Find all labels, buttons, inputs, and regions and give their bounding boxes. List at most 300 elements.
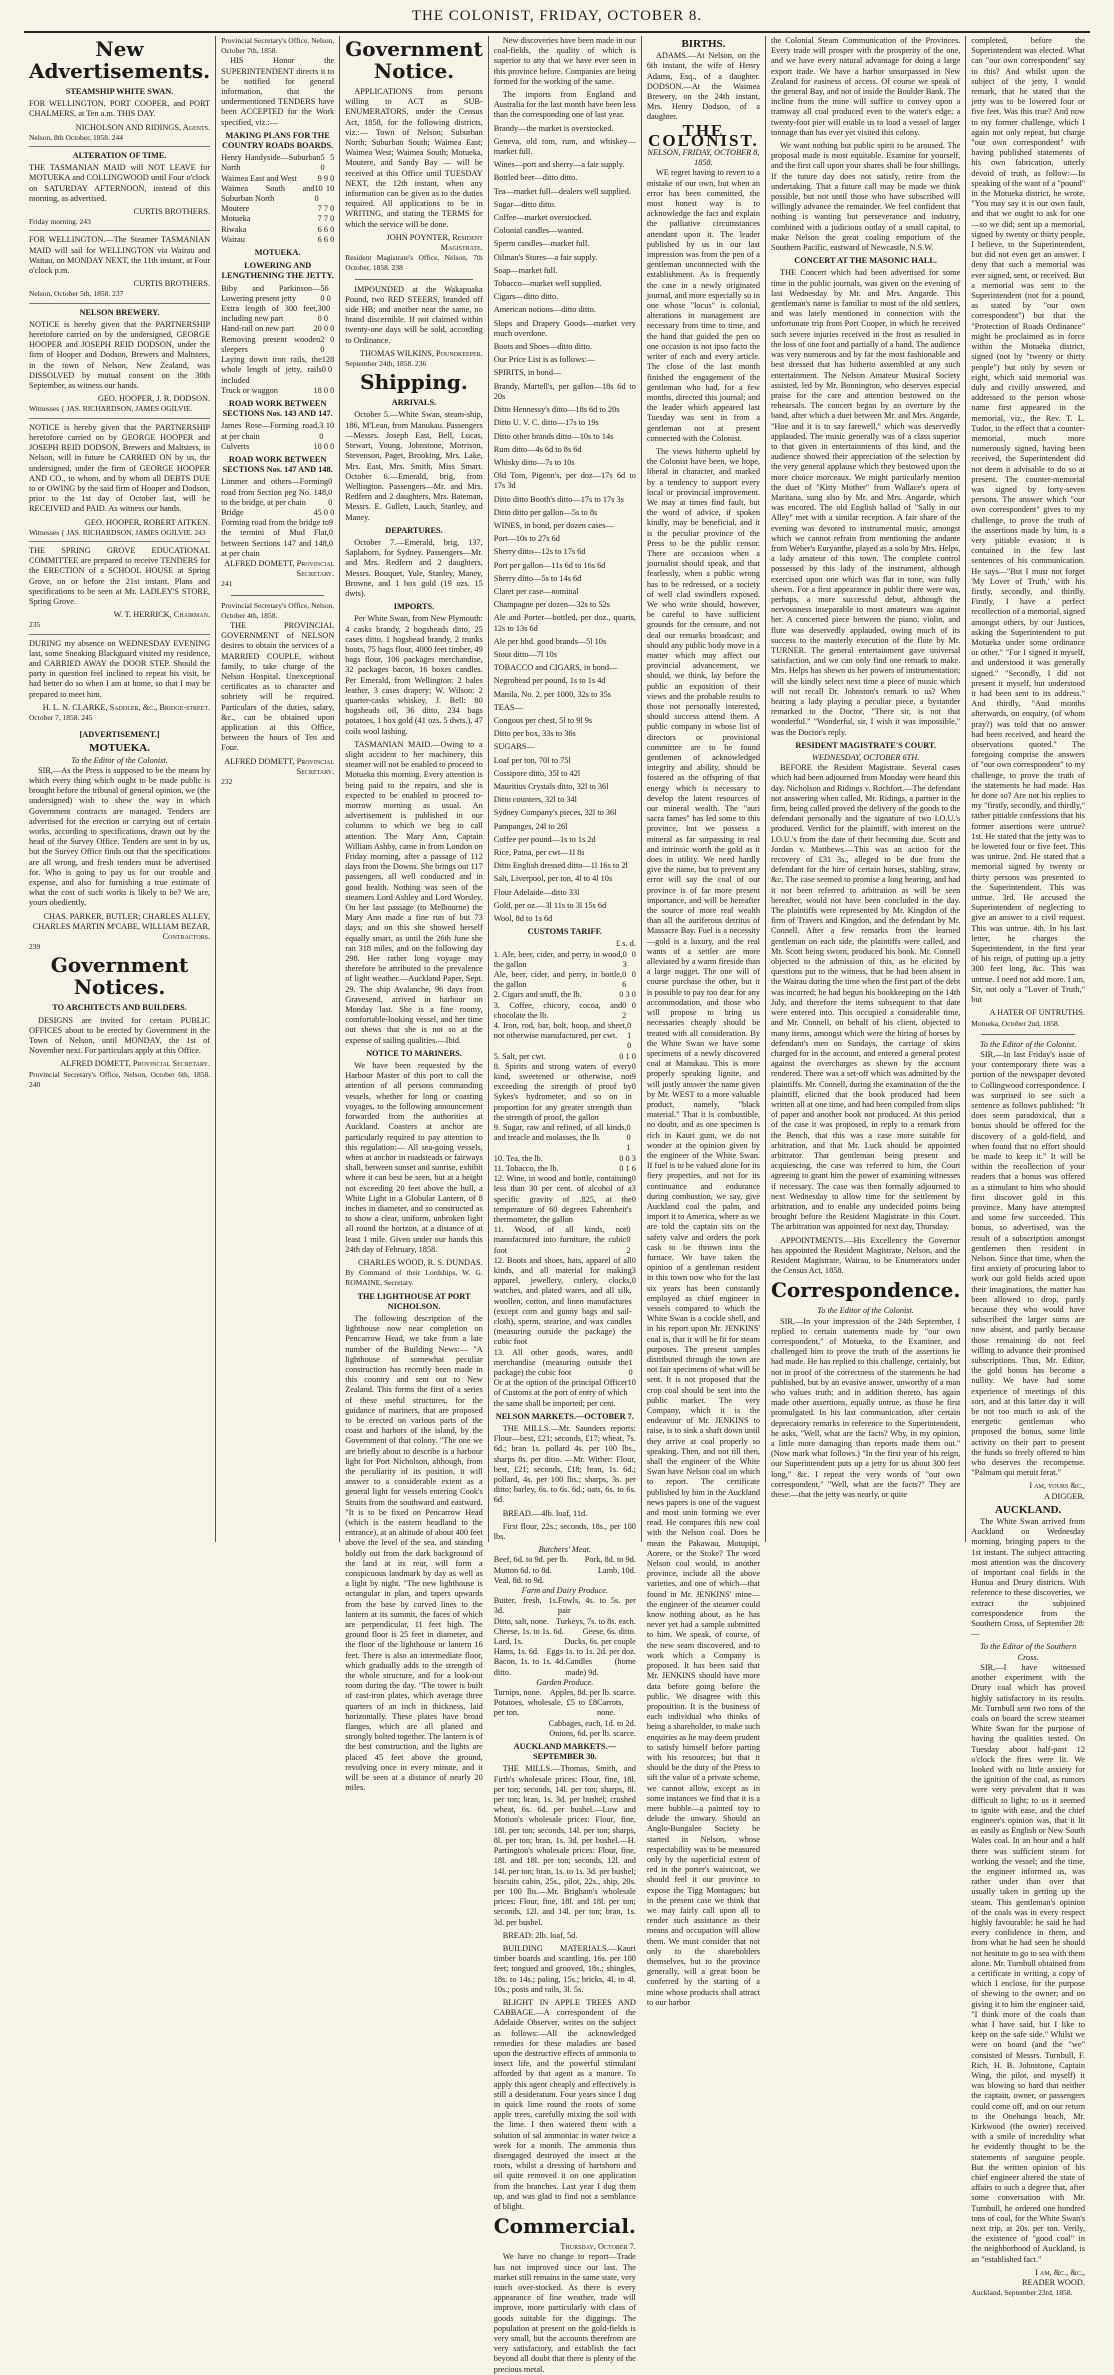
advertisement-signature: W. T. HERRICK, Chairman. xyxy=(113,610,211,620)
mariners-text: We have been requested by the Harbour Master of this port to call the attention of all persons commanding vessels, whether for long or coasting voyages, to the following announcement forwarded from the authorities at Auckland. Coasters at anchor are particularly required to pay attention to this regulation:— All sea-going vessels, when at anchor in roadsteads or fairways shall, between sunset and sunrise, exhibit where it can best be seen, but at a height not exceeding 20 feet above the hull, a White Light in a Globular Lantern, of 8 inches in diameter, and so constructed as to show a clear, uniform, unbroken light all round the horizon, at a distance of at least 1 mile. Given under our hands this 24th day of February, 1858. xyxy=(345,1061,483,1254)
auckland-date: Auckland, September 23rd, 1858. xyxy=(971,2288,1073,2298)
price-row xyxy=(494,1576,636,1586)
mariners-heading: NOTICE TO MARINERS. xyxy=(366,1048,462,1058)
court-date: WEDNESDAY, OCTOBER 6TH. xyxy=(811,753,920,763)
price-item: Negrohead per pound, 1s to 1s 4d xyxy=(493,676,606,686)
farm-produce-heading: Farm and Dairy Produce. xyxy=(521,1586,608,1596)
tariff-row-label: 12. Wine, in wood and bottle, containing less than 30 per cent. of alcohol of a specific gravity of .825, at the temperature of 60 degrees Fahrenheit's thermometer, the gallon xyxy=(493,1174,632,1224)
advertisement-body: FOR WELLINGTON, PORT COOPER, and PORT CHALMERS, at Ten a.m. THIS DAY. xyxy=(29,99,211,119)
tariff-row xyxy=(494,970,636,990)
table-row-label: Moutere xyxy=(221,204,250,214)
concert-heading: CONCERT AT THE MASONIC HALL. xyxy=(794,256,937,266)
price-item: Congous per chest, 5l to 9l 9s xyxy=(493,715,593,725)
price-row-label: Cheese, 1s. to 1s. 6d. xyxy=(493,1626,564,1636)
motueka-letter: SIR,—As the Press is supposed to be the means by which every thing which ought to be made public is brought before the tribunal of general opinion, we (the undersigned) wish to shew the way in which Government contracts are managed. Tenders are advertised for the erection or carrying out of certain works, according to specifications, drawn out by the head of the Survey Office. Tenders are sent in by us, but the Survey Office finds out that the specifications are all wrong, and fresh tenders must be advertised for. Who is going to pay us for our trouble and expense, and also for furnishing a true estimate of what the cost of such works is likely to be? We are, yours obediently, xyxy=(29,765,211,908)
tariff-row-label: 8. Spirits and strong waters of every kind, sweetened or otherwise, not exceeding the strength of proof by Sykes's hydrometer, and so on in proportion for any greater strength than the strength of proof, the gallon xyxy=(493,1061,632,1122)
advertisement-body: NOTICE is hereby given that the PARTNERSHIP heretofore carried on by the undersigned, GEORGE HOOPER and JOSEPH REID DODSON, under the firm of Hooper and Dodson, Brewers and Maltsters, in the town of Nelson, New Zealand, was DISSOLVED by mutual consent on the 30th September, as witness our hands. xyxy=(29,319,211,391)
impounded-signature: THOMAS WILKINS, Poundkeeper. xyxy=(359,348,483,358)
letter-2-close: I am, yours &c., xyxy=(1029,1481,1085,1491)
market-item: Boots and Shoes—ditto ditto. xyxy=(493,342,592,352)
price-item: SUGARS— xyxy=(493,742,535,752)
advertisement-heading: ALTERATION OF TIME. xyxy=(72,151,167,161)
nelson-markets-heading: NELSON MARKETS.—OCTOBER 7. xyxy=(495,1411,634,1421)
table-row-value: 9 0 0 xyxy=(328,518,334,548)
price-item: Ditto English dressed ditto—1l 16s to 2l xyxy=(493,861,628,871)
motueka-heading: MOTUEKA. xyxy=(89,742,150,755)
road-work-1-heading: ROAD WORK BETWEEN SECTIONS Nos. 143 AND 147. xyxy=(222,398,333,419)
advertisement-signature: NICHOLSON AND RIDINGS, Agents. xyxy=(75,122,211,132)
advertisement-body: THE TASMANIAN MAID will NOT LEAVE for MOTUEKA and COLLINGWOOD until Four o'clock on SATURDAY AFTERNOON, instead of this morning, as advertised. xyxy=(29,163,211,203)
price-row-value: Pork, 8d. to 9d. xyxy=(584,1555,636,1565)
imports-comparison-text: The imports from England and Australia for the last month have been less than the corresponding one of last year. xyxy=(493,90,636,120)
section-shipping: Shipping. xyxy=(360,370,468,395)
tariff-row-value: 0 0 3 xyxy=(619,1153,636,1163)
separator xyxy=(981,1034,1075,1035)
market-item: Colonial candles—wanted. xyxy=(493,226,584,236)
price-row xyxy=(494,1555,636,1565)
tariff-currency-header: £ s. d. xyxy=(616,939,636,949)
tariff-row xyxy=(494,950,636,970)
garden-produce-table xyxy=(494,1688,636,1739)
market-item: Coffee—market overstocked. xyxy=(493,213,592,223)
imports-text: Per White Swan, from New Plymouth: 4 casks brandy, 2 hogsheads ditto, 25 cases ditto, 1 hogshead brandy, 2 trunks boots, 75 bags flour, 4000 feet timber, 49 bags flour, 106 packages merchandise, 32 packages bacon, 16 boxes candles. Per Emerald, from Wellington: 2 bales leather, 3 cases drapery; W. Wilson: 2 quarter-casks whiskey, J. Bell: 80 hogsheads oil, 36 ditto, 234 bags potatoes, 1 box gold (41 ozs. 5 dwts.), 47 coils wool lashing. xyxy=(345,614,483,736)
price-row-label: Lard, 1s. xyxy=(493,1637,523,1647)
price-item: Brandy, Martell's, per gallon—18s 6d to 20s xyxy=(493,381,636,401)
auckland-text: The White Swan arrived from Auckland on Wednesday morning, bringing papers to the 1st instant. The subject attracting most attention was the discovery of important coal fields in the Hunua and Drury districts. With reference to these discoveries, we extract the subjoined correspondence from the Southern Cross, of September 28:— xyxy=(971,1517,1085,1639)
newspaper-title: THE COLONIST. xyxy=(648,120,759,150)
tariff-note: Or at the option of the principal Officer of Customs at the port of entry of which the same shall be imported; per cent. xyxy=(493,1378,628,1408)
price-row-label: Bacon, 1s. to 1s. 4d. ditto. xyxy=(493,1657,566,1677)
auckland-markets-heading: AUCKLAND MARKETS.—SEPTEMBER 30. xyxy=(513,1742,616,1762)
table-row xyxy=(221,174,334,184)
market-item: Cigars—ditto ditto. xyxy=(493,292,559,302)
tariff-row xyxy=(494,1164,636,1174)
births-text: ADAMS.—At Nelson, on the 6th instant, the wife of Henry Adams, Esq., of a daughter. DODSON.—At the Waimea Brewery, on the 24th instant, Mrs. Henry Dodson, of a daughter. xyxy=(646,51,760,122)
table-row-value: 56 0 0 xyxy=(320,283,331,303)
price-row xyxy=(494,1657,636,1677)
price-row-value: Geese, 6s. ditto. xyxy=(582,1626,636,1636)
price-row-value: Ducks, 6s. per couple xyxy=(564,1637,636,1647)
advertisement-body: DURING my absence on WEDNESDAY EVENING last, some Sneaking Blackguard visited my residence, and CARRIED AWAY the DOOR STEP. Should the party in question feel inclined to repeat his visit, he had better do so when I am at home, so that I may be prepared to meet him. xyxy=(29,638,211,699)
tariff-row-label: Ale, beer, cider, and perry, in bottle, the gallon xyxy=(493,970,623,990)
table-row-value: 10 0 0 xyxy=(313,441,335,451)
section-correspondence: Correspondence. xyxy=(771,1278,961,1303)
tariff-row-label: 2. Cigars and snuff, the lb. xyxy=(493,990,582,1000)
table-row-label: Limmer and others—Forming road from Section peg No. 148, to the bridge, at per chain xyxy=(221,477,329,507)
table-row-label: Waimea East and West xyxy=(221,173,297,183)
table-row-value: 45 0 0 xyxy=(313,507,335,517)
advertisement-note: Witnesses { JAS. RICHARDSON, JAMES OGILVIE. 243 xyxy=(29,527,206,537)
motueka-number: 239 xyxy=(29,942,41,952)
table-row xyxy=(221,184,334,204)
separator xyxy=(355,279,473,280)
price-item: Ditto counters, 32l to 34l xyxy=(493,795,577,805)
table-row-label: Biby and Parkinson—Lowering present jetty xyxy=(221,283,321,303)
price-item: Manila, No. 2, per 1000, 32s to 35s xyxy=(493,689,612,699)
price-item: Ditto ditto per gallon—5s to 8s xyxy=(493,507,598,517)
price-item: Ditto U. V. C. ditto—17s to 19s xyxy=(493,418,599,428)
tariff-row-label: 12. Boots and shoes, hats, apparel of all kinds, and all material for making apparel, jewellery, cutlery, clocks, watches, and plated wares, and all silk, woollen, cotton, and linen manufactures (except corn and gunny bags and sail-cloth), sperm, stearine, and wax candles (measuring outside the package) the cubic foot xyxy=(493,1255,632,1347)
advertisement xyxy=(29,423,210,542)
table-row-label: Motueka xyxy=(221,214,251,224)
letter-2-text: SIR,—In last Friday's issue of your contemporary there was a portion of the newspaper devoted to Collingwood correspondence. I was surprised to see such a sentence as follows published: "It does seem paradoxical, that a bonus should be offered for the discovery of a gold-field, and when found that no effort should be made to keep it." It will be within the recollection of your readers that a bonus was offered as a stimulant to him who should first discover gold in this province. Many have attempted and some few succeeded. This bonus, so advertised, was the result of a subscription amongst gentlemen then resident in Nelson. Since that time, when the first anxiety of procuring labor to work our gold fields acted upon their imaginations, the matter has been allowed to drop, partly because they who would have subscribed the larger sums are now absent, and partly because those remaining do not feel willing to advance their promised subscriptions. Thus, Mr. Editor, the gold bonus has become a nullity. We have had some experience of meetings of this sort, and at this latter day it will be not too much to ask of the energetic gentleman who proposed the bonus, some little activity on their part to present the funds so freely offered to him who deserves the recompense. "Palmam qui meruit ferat." xyxy=(971,1049,1085,1478)
advertisement-body: NOTICE is hereby given that the PARTNERSHIP heretofore carried on by GEORGE HOOPER and JOSEPH REID DODSON, Brewers and Maltsters, in Nelson, will in future be CARRIED ON by us, the undersigned, under the firm of GEORGE HOOPER AND CO., to whom, and by whom all DEBTS DUE to or OWING by the said firm of Hooper and Dodson, prior to the 1st day of October last, will be RECEIVED and PAID. As witness our hands. xyxy=(29,422,211,514)
nelson-markets-text: THE MILLS.—Mr. Saunders reports: Flour—best, £21; seconds, £17; wheat, 7s. 6d.; bran 1s. pollard 4s. per 100 lbs., sharps 8s. per ditto. —Mr. Wither: Flour, best, £21; seconds, £18; bran, 1s. 6d.; pollard, 4s. per 100 lbs.; sharps, 3s. per ditto; barley, 6s. to 6s. 6d.; oats, 6s. to 6s. 6d. xyxy=(493,1423,636,1505)
price-row xyxy=(494,1596,636,1616)
motueka-jetty-heading: MOTUEKA. xyxy=(254,248,301,258)
price-item: Claret per case—nominal xyxy=(493,586,579,596)
court-text: BEFORE the Resident Magistrate. Several cases which had been adjourned from Monday were heard this day. Nicholson and Ridings v. Rochfort.—The defendant not answering when called, Mr. Ridings, a partner in the firm, being called proved the delivery of the goods to the defendant personally and the signature of two I.O.U.'s produced. Verdict for the plaintiff, with interest on the I.O.U.'s from the date of their becoming due. Scott and Jordan v. Matthews.—This was an action for the recovery of £31 3s., alleged to be due from the defendant for the hire of certain horses, stabling, straw, &c. The case seemed to promise a long hearing, and had it not been referred to arbitration as will be seen hereafter, would not have been concluded in the day. The plaintiffs were represented by Mr. Kingdon of the firm of Travers and Kingdon, and the defendant by Mr. Connell. After a few remarks from the learned gentleman on each side, the plaintiffs were called, and Mr. Scott being sworn, produced his book. Mr. Connell objected to the admission of this, as he elicited by questions put to the witness, that he had been absent in the Wairau during the time when the first part of the debt was incurred; he had begun his bookkeeping on the 14th July, and therefore the items subsequent to that date were entered into. This occupied a considerable time, and Mr. Connell, on behalf of his client, objected to many items, amongst which were the hiring of horses by defendant's men on Sundays, the carriage of skins charged for in the account, and entered a general protest against the overcharges as shewn by the account rendered. There was a set-off which was admitted by the plaintiffs. Mr. Connell, during the examination of the the plaintiff, elicited that the book produced had been written all at one time, and had been compiled from slips of paper and another book not produced. At this period of the case it was proposed, in reply to a remark from the Bench, that this was a case more suitable for arbitration, and that Mr. Luck should be appointed arbitrator. That gentleman being present and acquiescing, the case was referred to him, the Court agreeing to grant him the power of examining witnesses if necessary. The case was then formally adjourned to next Wednesday to allow time for the settlement by arbitration, and to enable any undecided points being brought before the Resident Magistrate in this Court. The arbitration was appointed for next day, Thursday. xyxy=(771,763,961,1232)
price-item: WINES, in bond, per dozen cases— xyxy=(493,520,614,530)
tariff-row xyxy=(494,1154,636,1164)
advertisement-body: FOR WELLINGTON.—The Steamer TASMANIAN MAID will sail for WELLINGTON via Wairau and Waitau, on MONDAY NEXT, the 11th instant, at Four o'clock p.m. xyxy=(29,235,211,276)
bread-price: BREAD.—4lb. loaf, 11d. xyxy=(502,1508,588,1518)
tariff-row-label: 9. Sugar, raw and refined, of all kinds, and treacle and molasses, the lb. xyxy=(493,1123,627,1143)
advertisement-note: 235 xyxy=(29,620,41,630)
section-commercial: Commercial. xyxy=(493,2214,636,2239)
column-3 xyxy=(340,36,489,1793)
shipping-news: TASMANIAN MAID.—Owing to a slight accident to her machinery, this steamer will not be enabled to proceed to Motueka this morning. Every attention is being paid to the repairs, and she is expected to be enabled to proceed to-morrow morning as usual. An advertisement is published in our columns to which we beg to call attention. The Mary Ann, Captain William Ashby, came in from London on Friday morning, after a passage of 112 days from the Downs. She brings out 117 passengers, all well conducted and in good health. Nothing was seen of the steamers Lord Ashley and Lord Worsley. On her last passage (to Melbourne) the Mary Ann made a fine run of but 73 days; and on this she showed herself equally smart, as until the 26th June she ran 318 miles, and on the following day 298. Her rather long voyage may therefore be attributed to the prevalence of light weather.—Auckland Paper, Sept. 29. The ship Avalanche, 96 days from Gravesend, arrived in harbour on Monday last. She is a fine roomy, comfortable-looking vessel, and her time out shews that she is not so at the expense of sailing qualities.—Ibid. xyxy=(345,739,483,1045)
auckland-heading: AUCKLAND. xyxy=(994,1503,1062,1516)
table-row xyxy=(221,204,334,214)
column-7 xyxy=(966,36,1090,2298)
price-item: Flour Adelaide—ditto 33l xyxy=(493,887,580,897)
price-item: Ale per hhd. good brands—5l 10s xyxy=(493,636,607,646)
table-row-value: 7 7 0 xyxy=(317,214,335,224)
table-row-value: 6 6 0 xyxy=(317,234,335,244)
tariff-table xyxy=(494,950,636,1379)
price-row-label: Turnips, none. xyxy=(493,1688,542,1698)
lighthouse-heading: THE LIGHTHOUSE AT PORT NICHOLSON. xyxy=(357,1291,471,1311)
advertisement xyxy=(29,639,210,727)
table-row-value: 300 0 0 xyxy=(317,304,331,324)
market-item: Tea—market full—dealers well supplied. xyxy=(493,186,631,196)
advertisement xyxy=(29,87,210,147)
gov-signature: ALFRED DOMETT, Provincial Secretary. xyxy=(60,1059,211,1069)
table-row-value: 20 0 0 xyxy=(313,324,335,334)
arrivals-text: October 5.—White Swan, steam-ship, 186, M'Lean, from Manukau. Passengers—Messrs. Joseph East, Bell, Lucas, Stewart, Young, Johnstone, Morrison, Stevenson, Paget, Brooking, Mrs. Lake, Mrs. East, Mrs. Smith, Miss Smart. October 6.—Emerald, brig, from Wellington. Passengers—Mr. and Mrs. Redfern and 2 daughters, Mrs. Bateman, Messrs. E. Gullett, Lauch, Stanley, and Maney. xyxy=(345,410,483,522)
building-materials: BUILDING MATERIALS.—Kauri timber boards and scantling, 16s. per 100 feet; tongued and grooved, 18s.; shingles, 18s. to 14s.; paling, 15s.; bricks, 4l. to 4l. 10s.; posts and rails, 3l. 5s. xyxy=(493,1943,636,1994)
tariff-row-value: 0 3 0 xyxy=(631,1174,636,1204)
tariff-row xyxy=(494,1225,636,1256)
hospital-office-note: Provincial Secretary's Office, Nelson, October 4th, 1858. xyxy=(221,600,335,620)
census-signature: JOHN POYNTER, Resident Magistrate. xyxy=(386,232,483,253)
column-1 xyxy=(24,36,216,1542)
gov-note: Provincial Secretary's Office, Nelson, October 6th, 1858. 240 xyxy=(29,1069,211,1089)
gov-designs-notice: DESIGNS are invited for certain PUBLIC OFFICES about to be erected by Government in the Town of Nelson, until MONDAY, the 1st of November next. For particulars apply at this Office. xyxy=(29,1015,211,1056)
mariners-note: By Command of their Lordships, W. G. ROMAINE, Secretary. xyxy=(345,1268,483,1288)
blight-article: BLIGHT IN APPLE TREES AND CABBAGE.—A correspondent of the Adelaide Observer, writes on the subject as follows:—All the acknowledged remedies for these maladies are based upon the destructive effects of ammonia to insect life, and the powerful stimulant afforded by that agent as a manure. To apply this agent cheaply and effectively is still a desideratum. Four years since I dug in quick lime round the roots of some apple trees, carefully mixing the soil with the lime. I then watered them with a solution of sal ammoniac in water twice a week for a month. The ammonia thus disengaged destroyed the insect at the roots, whilst a dressing of hartshorn and oil quite removed it on one application from the branches. Last year I dug them up, and was glad to find not a semblance of blight. xyxy=(493,1997,636,2211)
table-row-value: 18 0 0 xyxy=(313,385,335,395)
impounded-note: September 24th, 1858. 236 xyxy=(345,359,427,369)
hospital-number: 232 xyxy=(221,777,233,787)
tariff-row-label: 11. Tobacco, the lb. xyxy=(493,1163,559,1173)
price-item: Rice, Patna, per cwt—1l 8s xyxy=(493,848,585,857)
court-heading: RESIDENT MAGISTRATE'S COURT. xyxy=(795,740,936,750)
market-item: Wines—port and sherry—a fair supply. xyxy=(493,160,625,170)
tariff-row-value: 0 3 0 xyxy=(631,1255,636,1286)
market-list xyxy=(494,124,636,353)
price-item: Mauritius Crystals ditto, 32l to 36l xyxy=(493,781,609,791)
price-item: Rum ditto—4s 6d to 8s 6d xyxy=(493,444,582,454)
advertisement-signature: GEO. HOOPER, J. R. DODSON. xyxy=(97,394,211,404)
price-row xyxy=(494,1688,636,1698)
butchers-meat-table xyxy=(494,1555,636,1586)
table-row xyxy=(221,477,334,508)
price-row xyxy=(494,1719,636,1729)
price-item: Loaf per ton, 70l to 75l xyxy=(493,755,571,765)
market-item: Brandy—the market is overstocked. xyxy=(493,123,614,133)
commercial-text: We have no change to report—Trade has not improved since our last. The market still remains in the same state, very much over-stocked. As there is every appearance of fine weather, trade will improve, more particularly with class of goods suitable for the diggings. The population at present on the gold-fields is very small, but the accounts therefrom are very satisfactory, and establish the fact beyond all doubt that there is plenty of the precious metal. xyxy=(493,2252,636,2374)
market-item: Slops and Drapery Goods—market very much overdone. xyxy=(493,318,636,338)
price-row-value: Apples, 8d. per lb. scarce. xyxy=(549,1688,636,1698)
jetty-table xyxy=(221,284,334,396)
price-item: Pampanges, 24l to 26l xyxy=(493,821,568,831)
table-row-value: 10 10 0 xyxy=(314,183,335,204)
tariff-row-label: 13. All other goods, wares, and merchandise (measuring outside the package) the cubic foot xyxy=(493,1347,629,1377)
advertisement-note: Friday morning. 243 xyxy=(29,217,91,227)
flour-price: First flour, 22s.; seconds, 18s., per 100 lbs. xyxy=(493,1521,636,1541)
price-row-value: Carrots, none. xyxy=(596,1698,624,1718)
tariff-row-label: 10. Tea, the lb. xyxy=(493,1153,543,1163)
table-row-label: Henry Handyside—Suburban North xyxy=(221,153,321,173)
table-row-label: Truck or waggon xyxy=(221,385,278,395)
table-row xyxy=(221,335,334,355)
price-row-value: Candles (home made) 9d. xyxy=(565,1657,636,1677)
table-row-label: Removing present wooden sleepers xyxy=(221,334,321,354)
hospital-signature: ALFRED DOMETT, Provincial Secretary. xyxy=(224,756,335,776)
table-row-label: Extra length of 300 feet, including new part xyxy=(221,304,318,324)
price-item: Champagne per dozen—32s to 52s xyxy=(493,600,610,610)
advertisement xyxy=(29,235,210,303)
advertisement-signature: H. L. N. CLARKE, Saddler, &c., Bridge-street. xyxy=(42,702,211,712)
lighthouse-text: The following description of the lighthouse now near completion on Pencarrow Head, we take from a late number of the Building News:— "A lighthouse of somewhat peculiar construction has recently been made in this country and sent out to New Zealand. This forms the first of a series of these useful structures, for the guidance of mariners, that are proposed to be erected on various parts of the coast and harbors of the island, by the Government of that colony. "The one we are briefly about to describe is a harbour light for Port Nicholson, although, from the peculiarity of its position, it will answer to a considerable extent as a general light for vessels entering Cook's Straits from the southward and eastward. "It is to be fixed on Pencarrow Head (which is the eastern headland to the entrance), at an altitude of about 400 feet above the level of the sea, and standing boldly out from the dark background of the land at its rear, will form a conspicuous landmark by day as well as a light by night. "The new lighthouse is octangular in plan, and tapers upwards from the base by curved lines to the lantern at its summit, the faces of which are perpendicular, 11 feet high. The ground floor is 25 feet in diameter, and the floor of the lighthouse or lantern 16 feet. There is also an intermediate floor, which gradually adds to the strength of the whole structure, and for a look-out room during the day. "The tower is built of cast-iron plates, which average three quarters of an inch in thickness, laid horizontally. These plates have broad flanges, which are all planed and strongly bolted together. The lantern is of the best construction, and the lights are placed 45 feet above the ground, revolving once in every minute, and it will be seen at a distance of nearly 20 miles. xyxy=(345,1313,483,1793)
tariff-row-value: 0 9 0 xyxy=(631,1061,636,1092)
advertisement-body: THE SPRING GROVE EDUCATIONAL COMMITTEE are prepared to receive TENDERS for the ERECTION of a SCHOOL HOUSE at Spring Grove, on or before the 21st instant. Plans and specifications to be seen at Mr. LADLEY'S STORE, Spring Grove. xyxy=(29,545,211,606)
table-row xyxy=(221,518,334,559)
advertisement xyxy=(29,308,210,419)
letter-date: Motueka, October 2nd, 1858. xyxy=(971,1018,1060,1028)
farm-produce-table xyxy=(494,1596,636,1678)
tariff-row-value: 0 1 6 xyxy=(619,1163,636,1173)
tariff-row xyxy=(494,1001,636,1021)
table-row-label: James Rose—Forming road, at per chain xyxy=(221,421,320,441)
price-item: Coffee per pound—1s to 1s 2d xyxy=(493,834,596,844)
price-row-value: Turkeys, 7s. to 8s. each. xyxy=(555,1616,636,1626)
column-6 xyxy=(766,36,966,1542)
table-row xyxy=(221,153,334,173)
masthead: THE COLONIST, FRIDAY, OCTOBER 8. xyxy=(411,8,703,24)
superintendent-office-note: Provincial Secretary's Office, Nelson, October 7th, 1858. xyxy=(221,36,335,56)
market-item: Tobacco—market well supplied. xyxy=(493,279,602,289)
auckland-letter: SIR,—I have witnessed another experiment with the Drury coal which has proved highly satisfactory in its results. Mr. Turnbull sent two tons of the coals on board the screw steamer White Swan for the purpose of having the qualities tested. On Tuesday about half-past 12 o'clock the fires were lit. We looked with no little anxiety for the ignition of the coal, as rumors were very prevalent that it was difficult to light; to us it seemed to ignite with ease, and the chief engineer's opinion was, that it lit as easily as English or New South Wales coal. In an hour and a half there was sufficient steam for working the vessel; and the time, the engineer informed us, was rather under than over that usually taken in getting up the steam. This gentleman's opinion of the coals was in every respect highly favourable: he said he had every confidence in them, and from what he had seen he should not hesitate to go to sea with them alone. Mr. Turnbull obtained from a certificate in writing, a copy of which I enclose, for the purpose of shewing to the owner; and on giving it to him the engineer said, "I think more of the coals than what I have said, but I like to keep on the safe side." Whilst we were on board (and the "we" consisted of Messrs. Turnbull, F. Rich, H. B. Johnstone, Captain Wing, the pilot, and myself) it was blowing so hard that neither the captain, owner, or passengers could come off, and on our return to the Onehunga beach, Mr. Kirkwood (the owner) received with a smile of incredulity what he evidently thought to be the statements of sanguine people. But the written opinion of his chief engineer altered the state of affairs to such a degree that, after some conversation with Mr. Turnbull, he ordered one hundred tons of coal, for the White Swan's next trip, at 20s. per ton. Verily, the existence of "good coal" in the neighborhood of Auckland, is an "established fact." xyxy=(971,1662,1085,2264)
leader-paragraph-3: the Colonial Steam Communication of the Provinces. Every trade will prosper with the prosperity of the one, and we have every natural advantage for doing a large export trade. We have a harbor unsurpassed in New Zealand for easiness of access. Of course we speak of the general Bay, and not of inside the Boulder Bank. The incline from the mine will suffice to convey upon a tramway all coal produced even to the water's edge; a twenty-foot pier will enable us to load a vessel of larger tonnage than has ever yet visited this colony. xyxy=(771,36,961,137)
letter-signature: A HATER OF UNTRUTHS. xyxy=(989,1008,1085,1018)
section-new-advertisements: New Advertisements. xyxy=(29,37,211,83)
separator xyxy=(231,595,324,596)
correspondence-letter: SIR,—In your impression of the 24th September, I replied to certain statements made by "our own correspondent," of Motueka, to the Examiner, and challenged him to prove the truth of the assertions he had made. He has replied to this challenge, certainly, but not in proof of the correctness of the statements he had published, but by an evasive answer, unworthy of a man who values truth; and in addition thereto, has again made other assertions, equally untrue, as those he first promulgated. In his last communication, after certain deprecatory remarks in reference to the Superintendent, he asks, "Well, what are the facts? Why, in my opinion, a little more damaging than reports made them out." (Now mark what follows.) "In the first year of his reign, our Superintendent puts up a jetty for us about 300 feet long," &c. I repeat the very words of "our own correspondent," "Well, what are the facts?" They are these:—that the jetty was nearly, or quite xyxy=(771,1316,961,1500)
price-row-label: Hams, 1s. 6d. xyxy=(493,1647,540,1657)
price-row-value: Lamb, 10d. xyxy=(597,1565,636,1575)
plans-heading: MAKING PLANS FOR THE COUNTRY ROADS BOARDS. xyxy=(222,130,334,151)
price-row xyxy=(494,1627,636,1637)
tariff-row-label: 5. Salt, per cwt. xyxy=(493,1051,546,1061)
advertisement-note: Nelson, 8th October, 1858. 244 xyxy=(29,132,124,142)
advertisement-signature: CURTIS BROTHERS. xyxy=(133,279,211,289)
price-item: TOBACCO and CIGARS, in bond— xyxy=(493,663,618,673)
table-row-label: Hand-rail on new part xyxy=(221,324,295,334)
column-2 xyxy=(216,36,340,1542)
tariff-row-label: 11. Wood, of all kinds, not manufactured into furniture, the cubic foot xyxy=(493,1225,627,1255)
hospital-notice: THE PROVINCIAL GOVERNMENT of NELSON desires to obtain the services of a MARRIED COUPLE, without family, to take charge of the Nelson Hospital. Unexceptional certificates as to character and sobriety will be required. Particulars of the duties, salary, &c., can be obtained upon application at this Office, between the hours of Ten and Four. xyxy=(221,620,335,753)
table-row-value: 128 0 0 xyxy=(321,355,335,375)
masthead-rule xyxy=(24,31,1090,33)
census-notice: APPLICATIONS from persons willing to ACT as SUB-ENUMERATORS, under the Census Act, 1858, for the following districts, viz.:— Town of Nelson; Suburban North; Suburban South; Waimea East; Waimea West; Waimea South; Motueka, Moutere, and Sandy Bay — will be received at this Office until TUESDAY NEXT, the 12th instant, when any information can be given as to the duties required. All applications to be in WRITING, and stating the TERMS for which the service will be done. xyxy=(345,87,483,229)
coal-discoveries-text: New discoveries have been made in our coal-fields, the quality of which is superior to any that we have ever seen in this province before. Companies are being formed for the working of the same. xyxy=(493,36,636,86)
price-item: Ditto other brands ditto—10s to 14s xyxy=(493,431,614,441)
section-government-notices: Government Notices. xyxy=(50,953,189,1000)
superintendent-signature: ALFRED DOMETT, Provincial Secretary. xyxy=(224,558,335,579)
table-row-value: 7 7 0 xyxy=(317,204,335,214)
tariff-row-label: 1. Ale, beer, cider, and perry, in wood, the gallon xyxy=(493,949,623,969)
price-row xyxy=(494,1637,636,1647)
imports-heading: IMPORTS. xyxy=(393,602,435,612)
tariff-row-value: 0 0 3 xyxy=(622,949,636,969)
motueka-signatures: CHAS. PARKER, BUTLER; CHARLES ALLEY, CHARLES MARTIN M'CABE, WILLIAM BEZAR, Contractors. xyxy=(32,911,211,942)
tariff-row-label: 3. Coffee, chicory, cocoa, and chocolate the lb. xyxy=(493,1000,623,1020)
table-row-value: 0 0 0 xyxy=(328,477,333,507)
road-work-2-table xyxy=(221,477,334,559)
leader-paragraph-2: The views hitherto upheld by the Colonist have been, we hope, liberal in character, and marked by a tendency to support every local or provincial improvement. We may at times find fault, but the word of advice, if spoken kindly, may be beneficial, and it is the peculiar province of the Press to be the public censor. There are occasions when a journalist should speak, and that fearlessly, when a public wrong has to be redressed, or a society of well clad swindlers exposed. We who write should, however, be careful to have sufficient grounds for the censure, and not deal our remarks broadcast; and should any public body move in a matter which may affect our provincial advancement, we should, we think, lay before the public an exposition of their views and the probable results to those not personally interested, should success attend them. A public company in whose list of directors or provisional committee are to be found gentlemen of acknowledged integrity and ability, should be fostered as the offspring of that energy which is necessary to develop the latent resources of our mineral wealth. The "auri sacra fames" has led some to this province, but we possess a mineral as far surpassing in real and intrinsic worth the gold as it does in utility. We need hardly give the name, but to prevent any error will say the coal of our province is of far more present importance, and will be hereafter the source of more real wealth than all the auriferous detritus of Massacre Bay. Fuel is a necessity—gold is a luxury, and the real wants of a settler are more alleviated by a warm fireside than a large nugget. The one will of course purchase the other, but it is possible to pay too dear for any accommodation, and those who will propose to bring us necessaries cheaply should be treated with all consideration. By the White Swan we have some specimens of a newly discovered coal at Manukau. This is more properly speaking lignite, and will justly answer the name given by Mr. WEST to a more valuable product, namely, "black material." That it is combustible, no doubt, and as one specimen is rich in Kauri gum, we do not wonder at the opinion given by the engineer of the White Swan. If fuel is to be valued alone for its fiery properties, and not for its continuance and endurance during combustion, we say, give Auckland coal the palm, and import it to America, where as we are told the captain sits on the safety valve and orders the pork cask to be thrown into the furnace. We have taken the opinion of a gentleman resident in this town now who for the last six years has been constantly employed as chief engineer in vessels compared to which the White Swan is a cockle shell, and in his report upon Mr. JENKINS' coal is, that it will be fit for steam purposes. The present samples distributed through the town are not fair specimens of what will be sent. It is not proposed that the crop coal should be sent into the public market. The very Company, which it is the endeavour of Mr. JENKINS to raise, is to sink a shaft down until they arrive at coal properly so speaking. Then, and not till then, shall the engineer of the White Swan have Nelson coal on which to report. The certificate published by him in the Auckland news papers is one of the vaguest and most unin forming we ever read. He compares this new coal with the Nelson coal. Does he mean the Pakawau, Motupipi, Aorere, or the Stoke? The word Nelson coal would, to another province, include all the above varieties, and one of which—that found in Mr. JENKINS' mine—the engineer of the steamer could know nothing about, as he has never yet had a sample submitted to him. We speak, of course, of the new seam discovered, and to work which a Company is proposed. It has been said that Mr. JENKINS should have more data before going before the public. We disagree with this proposition. It is the business of each individual who thinks of being a shareholder, to make such enquiries as he may deem prudent to satisfy himself before parting with his resources; but that it should be the duty of the Press to sift the value of a private scheme, we cannot allow, except as in some instances we find that it is a mere bubble—a painted toy to delude the unwary. Should an Anglo-Bungalee Society be started in Nelson, whose respectability was to be measured only by the superficial extent of red in the porter's waistcoat, we should feel it our province to expose the Tigg Montagues; but in the present case we think that we may fairly call upon all to render such assistance as their means and occupation will allow them. We must consider that not only to the shareholders themselves, but to the province generally, will a great boon be conferred by the starting of a mine whose products shall attract to our harbor xyxy=(646,446,760,2007)
price-item: Gold, per oz.—3l 11s to 3l 15s 6d xyxy=(493,900,607,910)
tariff-row-value: 0 0 1 xyxy=(626,1123,631,1153)
table-row-value: 3 10 0 xyxy=(319,421,335,441)
price-item: Wool, 8d to 1s 6d xyxy=(493,914,553,924)
price-item: Port per gallon—11s 6d to 16s 6d xyxy=(493,560,606,570)
price-row-value: Cabbages, each, 1d. to 2d. xyxy=(548,1718,636,1728)
departures-heading: DEPARTURES. xyxy=(385,525,443,535)
tariff-row xyxy=(494,1123,636,1154)
price-item: Sydney Company's pieces, 32l to 36l xyxy=(493,808,617,818)
price-item: Stout ditto—7l 10s xyxy=(493,649,557,659)
letter-continuation: completed, before the Superintendent was elected. What can "our own correspondent" say to this? And whilst upon the subject of the jetty, I would remark, that he stated that the jetty was to be lowered four or five feet. Was this true? And now to my former challenge, which I again not only repeat, but charge "our own correspondent" with having published statements of his own fabrication, utterly devoid of truth, as follow:—In speaking of the want of a "pound" in the Motueka district, he wrote, "You may say it is our own fault, and that we ought to ask for one—so we did; sent up a memorial, signed by twenty or thirty people, I believe, to the Superintendent, but did not even get an answer. I deny that such a memorial was ever signed, sent, or received. But a memorial was sent to the Superintendent (not for a pound, as stated by "our own correspondent") but that the "Protection of Roads Ordinance" might be proclaimed as in force within the Motueka district, signed (not by "twenty or thirty people") but only by seven or eight, which said memorial was duly and civilly answered, and addressed to the person whose name first appeared in the memorial, viz., the Rev. T. L. Tudor, to the effect that a counter-memorial, much more numerously signed, having been received, the Superintendent did not deem it advisable to do so at present. The counter-memorial was signed by forty-seven persons. The answer which "our own correspondent" gives to my challenge, to prove the truth of the assertions made by him, is a very pitiable evasion; it is contained in the few last sentences of his communication. He says—"But I must not forget 'My Lover of Truth,' with his firstly, secondly, and thirdly. Firstly, I have a perfect recollection of a memorial, signed amongst others, by our Justices, asking the Superintendent to put Motueka under some ordinance or other." "For I signed it myself, and understood it was generally signed." "Secondly, I did not present it myself, but understood it had been sent to its address." And thirdly, "And months afterwards, on enquiry, (of whom pray?) was told that no answer had been received, and heard the observations quoted." The foregoing comprise the answers of "our own correspondent" to my challenge, to prove the truth of the statements he had made. Has he done so? Are not his replies to my "firstly, secondly, and thirdly," rather pitiable confessions that his former assertions were untrue? 1st. He stated that the jetty was to be lowered four or five feet. This was untrue. 2nd. He stated that a memorial signed by twenty or thirty persons was presented to the Superintendent. This was untrue. 3rd. He accused the Superintendent of neglecting to give an answer to a civil request. This was untrue. 4th. In his last letter, he charges the Superintendent, in the first year of his reign, of putting up a jetty 300 feet long, &c. This was untrue. I need not add more. I am, Sir, not only a "Lover of Truth," but xyxy=(971,36,1085,1005)
price-row-label: Mutton 6d. to 8d. xyxy=(493,1565,552,1575)
price-row xyxy=(494,1566,636,1576)
table-row-value: 5 5 0 xyxy=(320,153,335,173)
concert-text: THE Concert which had been advertised for some time in the public journals, was given on the evening of last Wednesday by Mr. and Mrs. Angarde. This gentleman's name is familiar to most of the old settlers, and was lately mentioned in connection with the unfortunate trip from Port Cooper, in which he received such severe injuries received in the frost as resulted in the loss of one foot and partially of a hand. The audience was very numerous and by far the most fashionable and best dressed that has hitherto assembled at any such entertainment. The Nelson Amateur Musical Society assisted, led by Mr. Bonnington, who deserves especial praise for the care and attention bestowed on the rehearsals. The concert began by an overture by the band, after which a duet between Mr. and Mrs. Angarde, "Hoe and it is to say farewell," which was deservedly applauded. The music generally was of a class superior to that given in entertainments of this kind, and the audience showed their appreciation of the selection by the very general applause which they bestowed upon the more choice morceaux. We might particularly mention the duet of "Kitty Mother" from Wallace's opera of Maritana, sung also by Mr. and Mrs. Angarde, which was encored. The old English ballad of "Sally in our Alley" met with a similar reception. A fair share of the evening was devoted to instrumental music, amongst which we cannot refrain from mentioning the andante from Weber's Euryanthe, played as a solo by Mrs. Helps, a lady amateur of this town. The complete control possessed by this lady of the instrument, although exercised upon one which was flat in tone, was fully shewn. For a first appearance in public there were was, perhaps, a more successful debut, although the nervousness inseparable to most amateurs was against her. A concerted piece between the piano, violin, and flute was deservedly applauded, owing much of its success to the masterly execution of the flute by Mr. TURNER. The general entertainment gave universal satisfaction, and we can only find one remark to make. Mrs. Helps has shewn us her powers of instrumentation; will she kindly select next time a piece of music which will not recall Dr. Johnston's remark to us? When hearing a lady playing a peculiar piece, a bystander remarked to the Doctor, "There sir, is not that wonderful." "Wonderful, sir, I wish it was impossible," was the Doctor's reply. xyxy=(771,268,961,737)
section-government-notice: Government Notice. xyxy=(345,37,483,83)
price-item: Cossipore ditto, 35l to 42l xyxy=(493,768,581,778)
butchers-meat-heading: Butchers' Meat. xyxy=(538,1545,592,1555)
price-item: Whisky ditto—7s to 10s xyxy=(493,457,575,467)
price-item: Ditto ditto Booth's ditto—17s to 17s 3s xyxy=(493,494,624,504)
price-row-label: Butter, fresh, 1s. 3d. xyxy=(493,1596,558,1616)
price-row-value: Eggs 1s. to 1s. 2d. per doz. xyxy=(546,1647,636,1657)
price-item: Sherry ditto—12s to 17s 6d xyxy=(493,547,586,557)
tariff-row xyxy=(494,1021,636,1052)
price-item: Ditto Hennessy's ditto—18s 6d to 20s xyxy=(493,405,620,415)
column-4 xyxy=(489,36,642,2374)
column-5 xyxy=(642,36,766,2007)
auckland-bread: BREAD: 2lb. loaf, 5d. xyxy=(502,1930,578,1940)
tariff-row xyxy=(494,990,636,1000)
table-row xyxy=(221,324,334,334)
price-row-value: Fowls, 4s. to 5s. per pair xyxy=(557,1596,636,1616)
price-list-heading: Our Price List is as follows:— xyxy=(493,355,595,365)
table-row xyxy=(221,235,334,245)
table-row-label: Forming road from the bridge to the termini of Mud Flat, between Sections 147 and 148, at per chain xyxy=(221,518,329,558)
price-row xyxy=(494,1729,636,1739)
price-item: Port—10s to 27s 6d xyxy=(493,534,560,544)
price-row-label: Beef, 6d. to 9d. per lb. xyxy=(493,1555,569,1565)
table-row xyxy=(221,508,334,518)
departures-text: October 7.—Emerald, brig, 137, Saplaborn, for Sydney. Passengers—Mr. and Mrs. Redfern and 2 daughters, Messrs. Bouquet, Yule, Stanley, Maney, Browne, and 1 box gold (19 ozs. 15 dwts). xyxy=(345,537,483,598)
appointments-text: APPOINTMENTS.—His Excellency the Governor has appointed the Resident Magistrate, Nelson, and the Resident Magistrate, Wairau, to be Enumerators under the Census Act, 1858. xyxy=(771,1235,961,1276)
impounded-notice: IMPOUNDED at the Wakapuaka Pound, two RED STEERS, branded off side HB; and another near the same, no brand discernible. If not claimed within twenty-one days will be sold, according to Ordinance. xyxy=(345,284,483,345)
tariff-row xyxy=(494,1062,636,1123)
table-row-label: Riwaka xyxy=(221,224,247,234)
motueka-jetty-subheading: LOWERING AND LENGTHENING THE JETTY. xyxy=(221,261,334,281)
price-list xyxy=(494,368,636,924)
market-item: Geneva, old tom, rum, and whiskey—market full. xyxy=(493,136,636,157)
table-row xyxy=(221,442,334,452)
market-item: Soap—market full. xyxy=(493,265,558,275)
advertisement-signature: CURTIS BROTHERS. xyxy=(133,207,211,217)
garden-produce-heading: Garden Produce. xyxy=(536,1677,594,1687)
letter-2-signature: A DIGGER. xyxy=(1043,1491,1085,1501)
mariners-signature: CHARLES WOOD, R. S. DUNDAS. xyxy=(357,1257,483,1267)
tariff-note-value: 10 xyxy=(627,1378,636,1388)
price-row-label: Ditto, salt, none. xyxy=(493,1616,549,1626)
table-row-value: 9 9 0 xyxy=(317,173,335,183)
advertisement-note: Witnesses { JAS. RICHARDSON, JAMES OGILVIE. xyxy=(29,404,193,414)
table-row xyxy=(221,421,334,441)
price-item: SPIRITS, in bond— xyxy=(493,368,562,378)
advertisement-note: October 7, 1858. 245 xyxy=(29,712,93,722)
table-row-label: Bridge xyxy=(221,507,244,517)
price-item: Ditto per box, 33s to 36s xyxy=(493,729,576,739)
market-item: Bottled beer—ditto ditto. xyxy=(493,173,578,183)
correspondence-subheading: To the Editor of the Colonist. xyxy=(817,1306,914,1316)
superintendent-notice: HIS Honor the SUPERINTENDENT directs it to be notified for general information, that the undermentioned TENDERS have been ACCEPTED for the Work specified, viz.:— xyxy=(221,56,335,127)
tariff-row xyxy=(494,1052,636,1062)
price-row xyxy=(494,1647,636,1657)
table-row-value: 2 0 0 xyxy=(320,334,335,354)
price-row xyxy=(494,1698,636,1718)
price-row-value: Onions, 6d. per lb. scarce. xyxy=(549,1728,636,1738)
superintendent-number: 241 xyxy=(221,579,233,589)
table-row xyxy=(221,304,334,324)
price-item: Sherry ditto—5s to 14s 6d xyxy=(493,573,582,583)
price-row-label: Veal, 8d. to 9d. xyxy=(493,1575,544,1585)
auckland-signature: READER WOOD. xyxy=(1021,2278,1085,2288)
price-row xyxy=(494,1617,636,1627)
tariff-row xyxy=(494,1256,636,1348)
price-row-label: Potatoes, wholesale, £5 to £8 per ton. xyxy=(493,1698,597,1718)
births-heading: BIRTHS. xyxy=(681,38,726,50)
table-row-label: Waimea South and Suburban North xyxy=(221,183,315,204)
table-row xyxy=(221,386,334,396)
newspaper-dateline: NELSON, FRIDAY, OCTOBER 8, 1858. xyxy=(647,148,760,168)
market-item: American notions—ditto ditto. xyxy=(493,305,596,315)
motueka-subheading: To the Editor of the Colonist. xyxy=(71,755,168,765)
table-row-value: 6 6 0 xyxy=(317,224,335,234)
advertisement xyxy=(29,151,210,231)
tariff-row-value: 0 3 0 xyxy=(619,990,636,1000)
leader-paragraph-1: WE regret having to revert to a mistake of our own, but when an error has been committed, the most honest way is to acknowledge the fact and explain the palliative circumstances attendant upon it. The leader published by us in our last impression was from the pen of a gentleman unconnected with the establishment. As is frequently the case in a newly originated journal, and more especially so in one whose "locus" is colonial, alterations in management are necessary from time to time, and the hand that guided the pen on one occasion is not ipso facto the writer of each and every article. The close of the last month finished the engagement of the gentleman who had, for a few months, directed this journal; and the leader which appeared last Tuesday was sent in from a gentleman not at present connected with the Colonist. xyxy=(646,168,760,443)
auckland-close: I am, &c., &c., xyxy=(1035,2267,1085,2277)
table-row-label: Laying down iron rails, the whole length of jetty, rails included xyxy=(221,355,322,385)
